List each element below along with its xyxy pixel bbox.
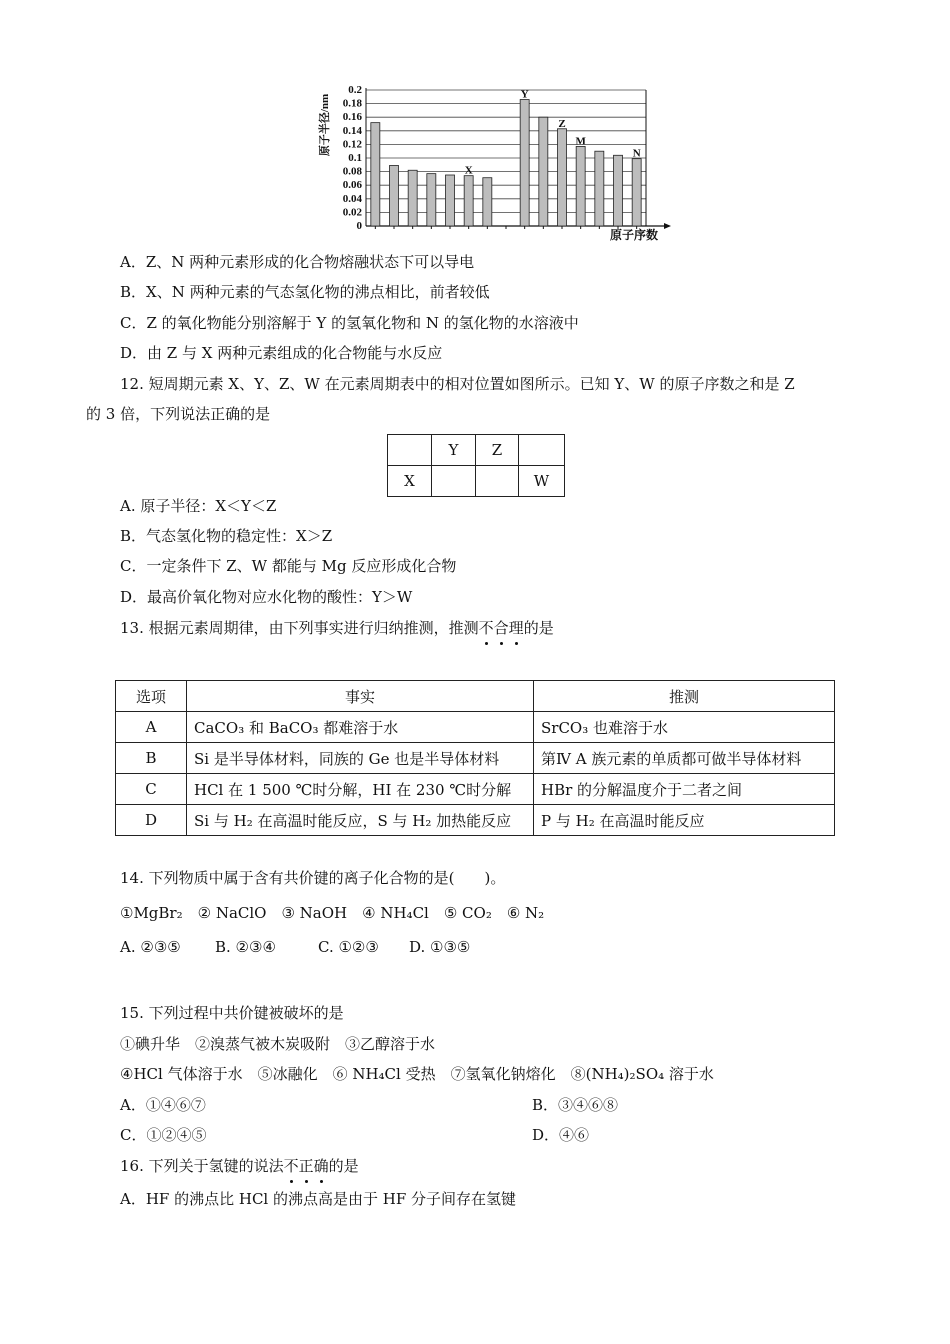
q15-option-a: A．①④⑥⑦ bbox=[120, 1096, 206, 1114]
q14-option-d: D. ①③⑤ bbox=[409, 938, 471, 956]
x-axis-arrow-icon bbox=[664, 223, 671, 229]
bar-label: Y bbox=[520, 88, 529, 101]
header-fact: 事实 bbox=[187, 681, 534, 712]
emphasis-char: 正 bbox=[298, 1157, 314, 1175]
row-option: D bbox=[116, 805, 187, 836]
bar bbox=[520, 100, 529, 226]
q13-table bbox=[115, 680, 835, 836]
q12-option-d: D．最高价氧化物对应水化物的酸性：Y＞W bbox=[120, 588, 413, 606]
y-tick-label: 0.12 bbox=[342, 138, 362, 151]
q16-stem-pre: 16. 下列关于氢键的说法 bbox=[120, 1157, 284, 1175]
row-fact: CaCO₃ 和 BaCO₃ 都难溶于水 bbox=[187, 712, 534, 743]
bar bbox=[614, 155, 623, 226]
q11-option-b: B．X、N 两种元素的气态氢化物的沸点相比，前者较低 bbox=[120, 283, 490, 301]
q15-option-c: C．①②④⑤ bbox=[120, 1126, 207, 1144]
q14-stem: 14. 下列物质中属于含有共价键的离子化合物的是( )。 bbox=[120, 869, 506, 887]
bar bbox=[558, 129, 567, 226]
q11-option-c: C．Z 的氧化物能分别溶解于 Y 的氢氧化物和 N 的氢化物的水溶液中 bbox=[120, 314, 579, 332]
atomic-radius-chart bbox=[316, 80, 676, 245]
y-tick-label: 0.16 bbox=[342, 111, 362, 124]
grid-cell-z: Z bbox=[476, 435, 519, 466]
y-tick-label: 0.14 bbox=[342, 124, 362, 137]
q15-items-line1: ①碘升华 ②溴蒸气被木炭吸附 ③乙醇溶于水 bbox=[120, 1035, 436, 1053]
header-guess: 推测 bbox=[534, 681, 835, 712]
y-axis-title: 原子半径/nm bbox=[319, 93, 331, 157]
emphasis-char: 合 bbox=[493, 619, 509, 637]
row-fact: Si 与 H₂ 在高温时能反应，S 与 H₂ 加热能反应 bbox=[187, 805, 534, 836]
periodic-position-grid bbox=[387, 434, 565, 497]
q16-stem-post: 的是 bbox=[328, 1157, 359, 1175]
bar bbox=[539, 117, 548, 226]
header-option: 选项 bbox=[116, 681, 187, 712]
bar bbox=[464, 176, 473, 226]
row-guess: HBr 的分解温度介于二者之间 bbox=[534, 774, 835, 805]
q12-stem-line1: 12. 短周期元素 X、Y、Z、W 在元素周期表中的相对位置如图所示。已知 Y、W 的原子序数之和是 Z bbox=[120, 375, 795, 393]
q12-option-b: B．气态氢化物的稳定性：X＞Z bbox=[120, 527, 333, 545]
y-tick-label: 0.18 bbox=[342, 97, 362, 110]
row-guess: SrCO₃ 也难溶于水 bbox=[534, 712, 835, 743]
q12-stem-line2: 的 3 倍，下列说法正确的是 bbox=[86, 405, 271, 423]
y-tick-label: 0.08 bbox=[342, 165, 362, 178]
q14-option-a: A. ②③⑤ bbox=[120, 938, 181, 956]
row-fact: HCl 在 1 500 ℃时分解，HI 在 230 ℃时分解 bbox=[187, 774, 534, 805]
row-option: A bbox=[116, 712, 187, 743]
bar bbox=[408, 170, 417, 226]
q13-stem-pre: 13. 根据元素周期律，由下列事实进行归纳推测，推测 bbox=[120, 619, 479, 637]
q14-items: ①MgBr₂ ② NaClO ③ NaOH ④ NH₄Cl ⑤ CO₂ ⑥ N₂ bbox=[120, 904, 545, 922]
q15-items-line2: ④HCl 气体溶于水 ⑤冰融化 ⑥ NH₄Cl 受热 ⑦氢氧化钠熔化 ⑧(NH₄)₂SO₄ 溶于水 bbox=[120, 1065, 714, 1083]
q13-stem-post: 的是 bbox=[523, 619, 554, 637]
bar bbox=[390, 165, 399, 226]
bar-label: N bbox=[632, 147, 641, 160]
q11-option-d: D．由 Z 与 X 两种元素组成的化合物能与水反应 bbox=[120, 344, 443, 362]
bar bbox=[632, 159, 641, 226]
q15-option-d: D．④⑥ bbox=[532, 1126, 590, 1144]
y-tick-label: 0 bbox=[356, 220, 362, 232]
bar bbox=[576, 146, 585, 226]
y-tick-label: 0.1 bbox=[348, 152, 362, 164]
bar bbox=[595, 151, 604, 226]
y-tick-label: 0.04 bbox=[342, 192, 362, 205]
table-row bbox=[116, 712, 835, 743]
grid-cell-x: X bbox=[388, 466, 432, 497]
bar bbox=[483, 178, 492, 226]
bar bbox=[427, 174, 436, 226]
grid-cell bbox=[476, 466, 519, 497]
row-guess: P 与 H₂ 在高温时能反应 bbox=[534, 805, 835, 836]
q13-stem bbox=[120, 618, 554, 638]
row-option: B bbox=[116, 743, 187, 774]
grid-cell bbox=[388, 435, 432, 466]
q14-option-b: B. ②③④ bbox=[215, 938, 276, 956]
emphasis-char: 理 bbox=[508, 619, 524, 637]
q11-option-a: A．Z、N 两种元素形成的化合物熔融状态下可以导电 bbox=[120, 253, 475, 271]
q16-option-a: A．HF 的沸点比 HCl 的沸点高是由于 HF 分子间存在氢键 bbox=[120, 1190, 517, 1208]
q15-stem: 15. 下列过程中共价键被破坏的是 bbox=[120, 1004, 344, 1022]
table-row bbox=[116, 743, 835, 774]
q15-option-b: B．③④⑥⑧ bbox=[532, 1096, 619, 1114]
q14-option-c: C. ①②③ bbox=[318, 938, 379, 956]
y-tick-label: 0.02 bbox=[342, 206, 362, 219]
table-row bbox=[116, 774, 835, 805]
table-row bbox=[116, 805, 835, 836]
bar bbox=[446, 175, 455, 226]
emphasis-char: 确 bbox=[313, 1157, 329, 1175]
grid-cell bbox=[432, 466, 476, 497]
bar-label: X bbox=[464, 164, 473, 177]
row-fact: Si 是半导体材料，同族的 Ge 也是半导体材料 bbox=[187, 743, 534, 774]
emphasis-char: 不 bbox=[478, 619, 494, 637]
q12-option-a: A. 原子半径：X＜Y＜Z bbox=[120, 497, 277, 515]
q12-option-c: C．一定条件下 Z、W 都能与 Mg 反应形成化合物 bbox=[120, 557, 457, 575]
grid-cell bbox=[519, 435, 565, 466]
grid-cell-w: W bbox=[519, 466, 565, 497]
y-tick-label: 0.06 bbox=[342, 179, 362, 192]
q16-stem bbox=[120, 1156, 359, 1176]
row-option: C bbox=[116, 774, 187, 805]
bar-label: Z bbox=[558, 117, 566, 130]
x-axis-title: 原子序数 bbox=[609, 228, 659, 242]
grid-cell-y: Y bbox=[432, 435, 476, 466]
row-guess: 第Ⅳ A 族元素的单质都可做半导体材料 bbox=[534, 743, 835, 774]
bar-label: M bbox=[575, 135, 586, 148]
emphasis-char: 不 bbox=[283, 1157, 299, 1175]
bar bbox=[371, 123, 380, 226]
y-tick-label: 0.2 bbox=[348, 84, 362, 96]
